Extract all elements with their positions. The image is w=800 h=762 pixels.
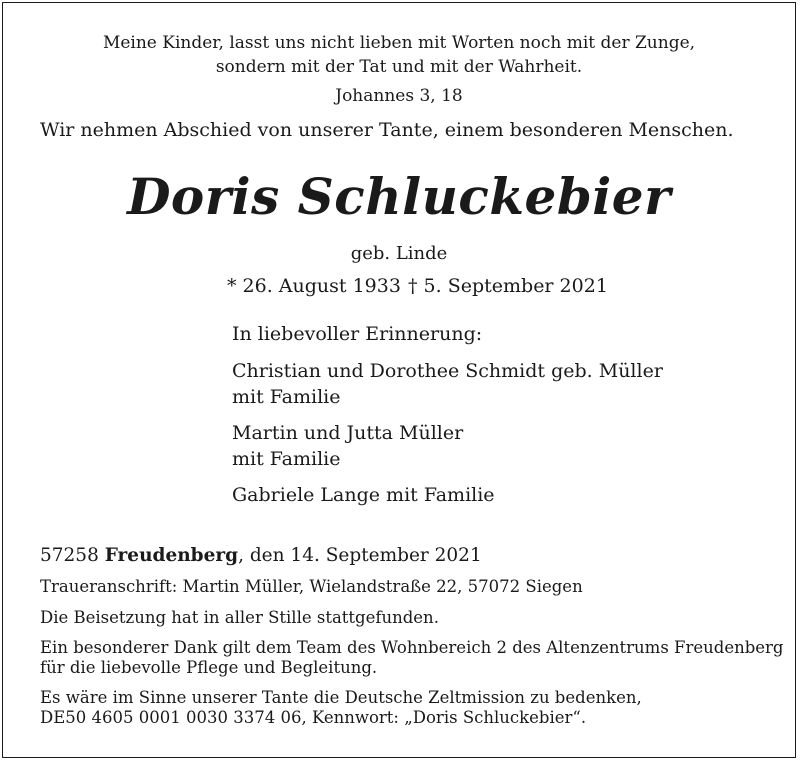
birth-name: geb. Linde (350, 243, 448, 264)
mourner-entry-1-line-2: mit Familie (232, 386, 341, 408)
mourning-address: Traueranschrift: Martin Müller, Wielandstraße 22, 57072 Siegen (40, 577, 583, 596)
intro-text: Wir nehmen Abschied von unserer Tante, einem besonderen Menschen. (40, 119, 734, 141)
donation-line-2: DE50 4605 0001 0030 3374 06, Kennwort: „Doris Schluckebier“. (40, 708, 587, 727)
verse-reference: Johannes 3, 18 (335, 86, 463, 106)
death-date: † 5. September 2021 (408, 275, 608, 297)
thanks-line-2: für die liebevolle Pflege und Begleitung. (40, 658, 378, 677)
obituary-notice (2, 2, 796, 758)
deceased-name: Doris Schluckebier (127, 167, 671, 226)
mourner-entry-1-line-1: Christian und Dorothee Schmidt geb. Müller (232, 360, 663, 382)
mourners-heading: In liebevoller Erinnerung: (232, 323, 483, 345)
birth-date: * 26. August 1933 (227, 275, 401, 297)
date-text: , den 14. September 2021 (238, 545, 482, 566)
thanks-line-1: Ein besonderer Dank gilt dem Team des Wohnbereich 2 des Altenzentrums Freudenberg (40, 638, 784, 657)
mourner-entry-2-line-1: Martin und Jutta Müller (232, 422, 464, 444)
mourner-entry-3: Gabriele Lange mit Familie (232, 484, 495, 506)
donation-line-1: Es wäre im Sinne unserer Tante die Deutsche Zeltmission zu bedenken, (40, 688, 642, 707)
location-date (40, 545, 482, 566)
verse-line-1: Meine Kinder, lasst uns nicht lieben mit Worten noch mit der Zunge, (102, 33, 696, 53)
mourner-entry-2-line-2: mit Familie (232, 448, 341, 470)
burial-note: Die Beisetzung hat in aller Stille stattgefunden. (40, 608, 439, 627)
verse-line-2: sondern mit der Tat und mit der Wahrheit. (215, 57, 583, 77)
postcode: 57258 (40, 545, 99, 566)
city: Freudenberg (104, 545, 239, 566)
